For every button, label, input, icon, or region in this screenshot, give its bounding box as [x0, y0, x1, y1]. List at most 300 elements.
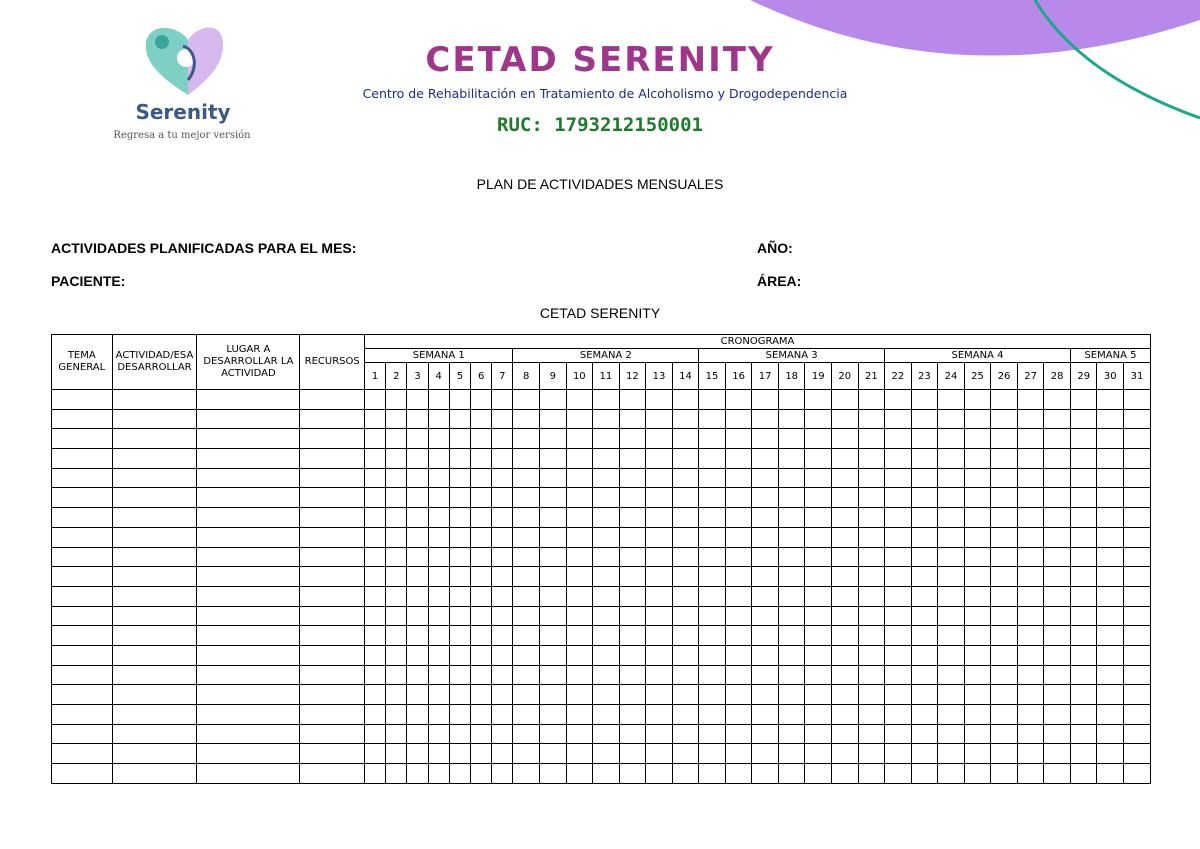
table-cell[interactable]: [991, 547, 1018, 567]
table-cell[interactable]: [566, 606, 593, 626]
table-cell[interactable]: [112, 744, 197, 764]
table-cell[interactable]: [300, 744, 365, 764]
table-cell[interactable]: [1097, 586, 1124, 606]
table-cell[interactable]: [52, 724, 113, 744]
table-cell[interactable]: [778, 429, 805, 449]
table-cell[interactable]: [593, 449, 620, 469]
table-cell[interactable]: [938, 508, 965, 528]
table-cell[interactable]: [699, 606, 726, 626]
table-cell[interactable]: [1097, 744, 1124, 764]
table-cell[interactable]: [885, 665, 912, 685]
table-cell[interactable]: [964, 665, 991, 685]
table-cell[interactable]: [449, 409, 470, 429]
table-cell[interactable]: [428, 606, 449, 626]
table-cell[interactable]: [1124, 685, 1151, 705]
table-cell[interactable]: [991, 586, 1018, 606]
table-cell[interactable]: [112, 764, 197, 784]
table-cell[interactable]: [52, 508, 113, 528]
table-cell[interactable]: [112, 429, 197, 449]
table-cell[interactable]: [964, 705, 991, 725]
table-cell[interactable]: [1070, 488, 1097, 508]
table-cell[interactable]: [365, 764, 386, 784]
table-cell[interactable]: [539, 626, 566, 646]
table-cell[interactable]: [1097, 547, 1124, 567]
table-cell[interactable]: [646, 488, 673, 508]
table-cell[interactable]: [386, 724, 407, 744]
table-cell[interactable]: [593, 527, 620, 547]
table-cell[interactable]: [964, 488, 991, 508]
table-cell[interactable]: [566, 468, 593, 488]
table-cell[interactable]: [778, 488, 805, 508]
table-cell[interactable]: [407, 724, 428, 744]
table-cell[interactable]: [911, 586, 938, 606]
table-cell[interactable]: [539, 409, 566, 429]
table-cell[interactable]: [566, 665, 593, 685]
table-cell[interactable]: [566, 488, 593, 508]
table-cell[interactable]: [885, 547, 912, 567]
table-cell[interactable]: [492, 764, 513, 784]
table-cell[interactable]: [52, 429, 113, 449]
table-cell[interactable]: [300, 724, 365, 744]
table-cell[interactable]: [1097, 468, 1124, 488]
table-cell[interactable]: [428, 429, 449, 449]
table-cell[interactable]: [593, 409, 620, 429]
table-cell[interactable]: [991, 390, 1018, 410]
table-cell[interactable]: [991, 606, 1018, 626]
table-cell[interactable]: [1017, 764, 1044, 784]
table-cell[interactable]: [619, 449, 646, 469]
table-cell[interactable]: [672, 645, 699, 665]
table-cell[interactable]: [1017, 645, 1044, 665]
table-cell[interactable]: [300, 390, 365, 410]
table-cell[interactable]: [938, 527, 965, 547]
table-cell[interactable]: [365, 586, 386, 606]
table-cell[interactable]: [407, 645, 428, 665]
table-cell[interactable]: [449, 390, 470, 410]
table-cell[interactable]: [539, 527, 566, 547]
table-cell[interactable]: [991, 429, 1018, 449]
table-cell[interactable]: [672, 606, 699, 626]
table-cell[interactable]: [619, 429, 646, 449]
table-cell[interactable]: [699, 685, 726, 705]
table-cell[interactable]: [858, 764, 885, 784]
table-cell[interactable]: [112, 665, 197, 685]
table-cell[interactable]: [492, 429, 513, 449]
table-cell[interactable]: [449, 744, 470, 764]
table-cell[interactable]: [566, 449, 593, 469]
table-cell[interactable]: [492, 685, 513, 705]
table-cell[interactable]: [991, 409, 1018, 429]
table-cell[interactable]: [1017, 567, 1044, 587]
table-cell[interactable]: [112, 724, 197, 744]
table-cell[interactable]: [513, 527, 540, 547]
table-cell[interactable]: [52, 468, 113, 488]
table-cell[interactable]: [300, 764, 365, 784]
table-cell[interactable]: [885, 488, 912, 508]
table-cell[interactable]: [449, 586, 470, 606]
table-cell[interactable]: [672, 685, 699, 705]
table-cell[interactable]: [911, 429, 938, 449]
table-cell[interactable]: [112, 547, 197, 567]
table-cell[interactable]: [911, 567, 938, 587]
table-cell[interactable]: [832, 685, 859, 705]
table-cell[interactable]: [365, 724, 386, 744]
table-cell[interactable]: [449, 508, 470, 528]
table-cell[interactable]: [386, 645, 407, 665]
table-cell[interactable]: [832, 606, 859, 626]
table-cell[interactable]: [449, 645, 470, 665]
table-cell[interactable]: [1070, 685, 1097, 705]
table-cell[interactable]: [449, 626, 470, 646]
table-cell[interactable]: [449, 468, 470, 488]
table-cell[interactable]: [197, 390, 300, 410]
table-cell[interactable]: [646, 429, 673, 449]
table-cell[interactable]: [593, 468, 620, 488]
table-cell[interactable]: [699, 449, 726, 469]
table-cell[interactable]: [52, 547, 113, 567]
table-cell[interactable]: [938, 488, 965, 508]
table-cell[interactable]: [197, 449, 300, 469]
table-cell[interactable]: [725, 449, 752, 469]
table-cell[interactable]: [805, 488, 832, 508]
table-cell[interactable]: [1124, 665, 1151, 685]
table-cell[interactable]: [778, 645, 805, 665]
table-cell[interactable]: [300, 606, 365, 626]
table-cell[interactable]: [991, 527, 1018, 547]
table-cell[interactable]: [885, 527, 912, 547]
table-cell[interactable]: [938, 626, 965, 646]
table-cell[interactable]: [619, 488, 646, 508]
table-cell[interactable]: [300, 508, 365, 528]
table-cell[interactable]: [197, 626, 300, 646]
table-cell[interactable]: [752, 390, 779, 410]
table-cell[interactable]: [646, 606, 673, 626]
table-cell[interactable]: [1097, 705, 1124, 725]
table-cell[interactable]: [112, 626, 197, 646]
table-cell[interactable]: [386, 764, 407, 784]
table-cell[interactable]: [386, 527, 407, 547]
table-cell[interactable]: [197, 724, 300, 744]
table-cell[interactable]: [885, 468, 912, 488]
table-cell[interactable]: [619, 764, 646, 784]
table-cell[interactable]: [964, 606, 991, 626]
table-cell[interactable]: [885, 586, 912, 606]
table-cell[interactable]: [1070, 645, 1097, 665]
table-cell[interactable]: [646, 527, 673, 547]
table-cell[interactable]: [752, 586, 779, 606]
table-cell[interactable]: [566, 685, 593, 705]
table-cell[interactable]: [938, 606, 965, 626]
table-cell[interactable]: [52, 764, 113, 784]
table-cell[interactable]: [449, 724, 470, 744]
table-cell[interactable]: [566, 705, 593, 725]
table-cell[interactable]: [858, 724, 885, 744]
table-cell[interactable]: [428, 390, 449, 410]
table-cell[interactable]: [672, 547, 699, 567]
table-cell[interactable]: [593, 508, 620, 528]
table-cell[interactable]: [858, 685, 885, 705]
table-cell[interactable]: [1124, 645, 1151, 665]
table-cell[interactable]: [1044, 685, 1071, 705]
table-cell[interactable]: [407, 764, 428, 784]
table-cell[interactable]: [492, 744, 513, 764]
table-cell[interactable]: [471, 665, 492, 685]
table-cell[interactable]: [1017, 606, 1044, 626]
table-cell[interactable]: [858, 547, 885, 567]
table-cell[interactable]: [52, 665, 113, 685]
table-cell[interactable]: [539, 586, 566, 606]
table-cell[interactable]: [112, 409, 197, 429]
table-cell[interactable]: [646, 409, 673, 429]
table-cell[interactable]: [197, 685, 300, 705]
table-cell[interactable]: [672, 508, 699, 528]
table-cell[interactable]: [858, 508, 885, 528]
table-cell[interactable]: [365, 547, 386, 567]
table-cell[interactable]: [197, 586, 300, 606]
table-cell[interactable]: [725, 429, 752, 449]
table-cell[interactable]: [672, 744, 699, 764]
table-cell[interactable]: [991, 744, 1018, 764]
table-cell[interactable]: [300, 547, 365, 567]
table-cell[interactable]: [646, 586, 673, 606]
table-cell[interactable]: [1044, 488, 1071, 508]
table-cell[interactable]: [858, 429, 885, 449]
table-cell[interactable]: [805, 409, 832, 429]
table-cell[interactable]: [539, 547, 566, 567]
table-cell[interactable]: [386, 508, 407, 528]
table-cell[interactable]: [1044, 665, 1071, 685]
table-cell[interactable]: [492, 665, 513, 685]
table-cell[interactable]: [112, 685, 197, 705]
table-cell[interactable]: [112, 390, 197, 410]
table-cell[interactable]: [964, 468, 991, 488]
table-cell[interactable]: [805, 764, 832, 784]
table-cell[interactable]: [513, 606, 540, 626]
table-cell[interactable]: [428, 488, 449, 508]
table-cell[interactable]: [885, 429, 912, 449]
table-cell[interactable]: [1017, 429, 1044, 449]
table-cell[interactable]: [725, 685, 752, 705]
table-cell[interactable]: [1070, 429, 1097, 449]
table-cell[interactable]: [492, 705, 513, 725]
table-cell[interactable]: [539, 764, 566, 784]
table-cell[interactable]: [699, 468, 726, 488]
table-cell[interactable]: [112, 488, 197, 508]
table-cell[interactable]: [938, 645, 965, 665]
table-cell[interactable]: [471, 606, 492, 626]
table-cell[interactable]: [566, 390, 593, 410]
table-cell[interactable]: [197, 705, 300, 725]
table-cell[interactable]: [938, 744, 965, 764]
table-cell[interactable]: [858, 626, 885, 646]
table-cell[interactable]: [539, 468, 566, 488]
table-cell[interactable]: [1070, 724, 1097, 744]
table-cell[interactable]: [1124, 429, 1151, 449]
table-cell[interactable]: [752, 449, 779, 469]
table-cell[interactable]: [964, 429, 991, 449]
table-cell[interactable]: [1017, 685, 1044, 705]
table-cell[interactable]: [513, 626, 540, 646]
table-cell[interactable]: [428, 744, 449, 764]
table-cell[interactable]: [407, 586, 428, 606]
table-cell[interactable]: [725, 547, 752, 567]
table-cell[interactable]: [449, 547, 470, 567]
table-cell[interactable]: [858, 390, 885, 410]
table-cell[interactable]: [672, 468, 699, 488]
table-cell[interactable]: [386, 665, 407, 685]
table-cell[interactable]: [1070, 606, 1097, 626]
table-cell[interactable]: [566, 724, 593, 744]
table-cell[interactable]: [832, 488, 859, 508]
table-cell[interactable]: [471, 449, 492, 469]
table-cell[interactable]: [52, 409, 113, 429]
table-cell[interactable]: [52, 705, 113, 725]
table-cell[interactable]: [365, 626, 386, 646]
table-cell[interactable]: [832, 468, 859, 488]
table-cell[interactable]: [646, 567, 673, 587]
table-cell[interactable]: [407, 665, 428, 685]
table-cell[interactable]: [52, 567, 113, 587]
table-cell[interactable]: [619, 586, 646, 606]
table-cell[interactable]: [858, 744, 885, 764]
table-cell[interactable]: [471, 764, 492, 784]
table-cell[interactable]: [300, 527, 365, 547]
table-cell[interactable]: [428, 764, 449, 784]
table-cell[interactable]: [832, 390, 859, 410]
table-cell[interactable]: [911, 744, 938, 764]
table-cell[interactable]: [1070, 665, 1097, 685]
table-cell[interactable]: [566, 626, 593, 646]
table-cell[interactable]: [778, 744, 805, 764]
table-cell[interactable]: [991, 764, 1018, 784]
table-cell[interactable]: [300, 665, 365, 685]
table-cell[interactable]: [428, 685, 449, 705]
table-cell[interactable]: [1044, 626, 1071, 646]
table-cell[interactable]: [646, 744, 673, 764]
table-cell[interactable]: [832, 567, 859, 587]
table-cell[interactable]: [646, 724, 673, 744]
table-cell[interactable]: [197, 665, 300, 685]
table-cell[interactable]: [1124, 606, 1151, 626]
table-cell[interactable]: [1070, 567, 1097, 587]
table-cell[interactable]: [492, 586, 513, 606]
table-cell[interactable]: [805, 429, 832, 449]
table-cell[interactable]: [885, 705, 912, 725]
table-cell[interactable]: [752, 724, 779, 744]
table-cell[interactable]: [832, 586, 859, 606]
table-cell[interactable]: [593, 665, 620, 685]
table-cell[interactable]: [471, 685, 492, 705]
table-cell[interactable]: [1017, 665, 1044, 685]
table-cell[interactable]: [699, 626, 726, 646]
table-cell[interactable]: [539, 449, 566, 469]
table-cell[interactable]: [428, 547, 449, 567]
table-cell[interactable]: [365, 390, 386, 410]
table-cell[interactable]: [778, 705, 805, 725]
table-cell[interactable]: [805, 606, 832, 626]
table-cell[interactable]: [407, 744, 428, 764]
table-cell[interactable]: [566, 567, 593, 587]
table-cell[interactable]: [539, 508, 566, 528]
table-cell[interactable]: [699, 429, 726, 449]
table-cell[interactable]: [752, 488, 779, 508]
table-cell[interactable]: [991, 705, 1018, 725]
table-cell[interactable]: [471, 724, 492, 744]
table-cell[interactable]: [1124, 724, 1151, 744]
table-cell[interactable]: [805, 468, 832, 488]
table-cell[interactable]: [699, 508, 726, 528]
table-cell[interactable]: [513, 547, 540, 567]
table-cell[interactable]: [805, 547, 832, 567]
table-cell[interactable]: [386, 744, 407, 764]
table-cell[interactable]: [513, 390, 540, 410]
table-cell[interactable]: [1070, 449, 1097, 469]
table-cell[interactable]: [778, 586, 805, 606]
table-cell[interactable]: [964, 586, 991, 606]
table-cell[interactable]: [1044, 390, 1071, 410]
table-cell[interactable]: [938, 724, 965, 744]
table-cell[interactable]: [300, 409, 365, 429]
table-cell[interactable]: [407, 527, 428, 547]
table-cell[interactable]: [428, 665, 449, 685]
table-cell[interactable]: [991, 645, 1018, 665]
table-cell[interactable]: [1097, 527, 1124, 547]
table-cell[interactable]: [1097, 764, 1124, 784]
table-cell[interactable]: [991, 508, 1018, 528]
table-cell[interactable]: [619, 645, 646, 665]
table-cell[interactable]: [1124, 527, 1151, 547]
table-cell[interactable]: [1017, 527, 1044, 547]
table-cell[interactable]: [539, 705, 566, 725]
table-cell[interactable]: [1124, 488, 1151, 508]
table-cell[interactable]: [539, 724, 566, 744]
table-cell[interactable]: [407, 429, 428, 449]
table-cell[interactable]: [566, 645, 593, 665]
table-cell[interactable]: [991, 488, 1018, 508]
table-cell[interactable]: [778, 547, 805, 567]
table-cell[interactable]: [593, 626, 620, 646]
table-cell[interactable]: [1097, 645, 1124, 665]
table-cell[interactable]: [752, 645, 779, 665]
table-cell[interactable]: [805, 626, 832, 646]
table-cell[interactable]: [513, 429, 540, 449]
table-cell[interactable]: [428, 409, 449, 429]
table-cell[interactable]: [407, 468, 428, 488]
table-cell[interactable]: [752, 744, 779, 764]
table-cell[interactable]: [52, 606, 113, 626]
table-cell[interactable]: [407, 488, 428, 508]
table-cell[interactable]: [699, 567, 726, 587]
table-cell[interactable]: [938, 409, 965, 429]
table-cell[interactable]: [593, 724, 620, 744]
table-cell[interactable]: [52, 527, 113, 547]
table-cell[interactable]: [938, 547, 965, 567]
table-cell[interactable]: [725, 645, 752, 665]
table-cell[interactable]: [778, 606, 805, 626]
table-cell[interactable]: [492, 488, 513, 508]
table-cell[interactable]: [513, 567, 540, 587]
table-cell[interactable]: [964, 685, 991, 705]
table-cell[interactable]: [832, 449, 859, 469]
table-cell[interactable]: [1124, 626, 1151, 646]
table-cell[interactable]: [805, 744, 832, 764]
table-cell[interactable]: [386, 468, 407, 488]
table-cell[interactable]: [539, 665, 566, 685]
table-cell[interactable]: [1124, 567, 1151, 587]
table-cell[interactable]: [471, 645, 492, 665]
table-cell[interactable]: [858, 645, 885, 665]
table-cell[interactable]: [428, 449, 449, 469]
